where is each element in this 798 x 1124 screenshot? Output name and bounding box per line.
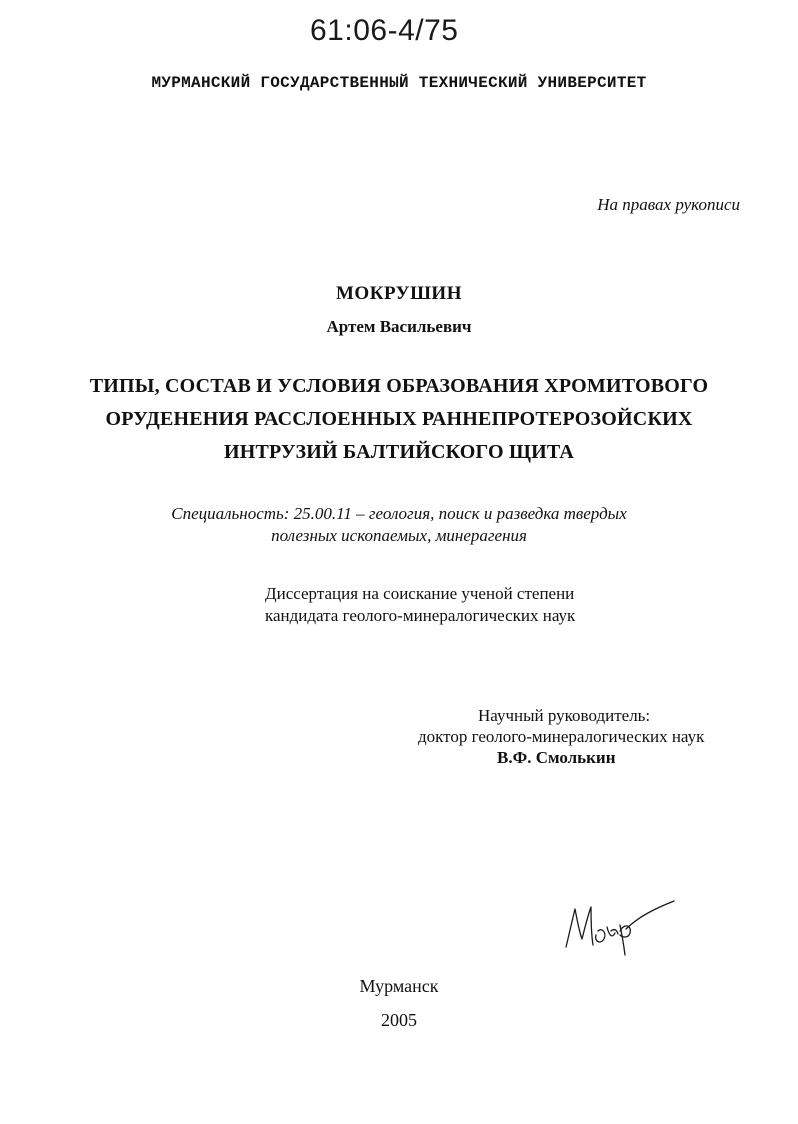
handwritten-signature-icon xyxy=(560,895,680,957)
university-name: МУРМАНСКИЙ ГОСУДАРСТВЕННЫЙ ТЕХНИЧЕСКИЙ УНИВЕРСИТЕТ xyxy=(151,74,647,92)
dissertation-line-1: Диссертация на соискание ученой степени xyxy=(265,584,575,603)
advisor-name: В.Ф. Смолькин xyxy=(497,748,616,767)
title-line-2: ОРУДЕНЕНИЯ РАССЛОЕННЫХ РАННЕПРОТЕРОЗОЙСКИХ xyxy=(105,408,693,430)
catalog-number: 61:06-4/75 xyxy=(310,14,459,47)
advisor-degree: доктор геолого-минералогических наук xyxy=(418,727,705,746)
specialty-line-2: полезных ископаемых, минерагения xyxy=(271,526,527,545)
author-surname: МОКРУШИН xyxy=(336,283,462,304)
title-line-1: ТИПЫ, СОСТАВ И УСЛОВИЯ ОБРАЗОВАНИЯ ХРОМИТОВОГО xyxy=(89,375,709,397)
year: 2005 xyxy=(381,1010,417,1030)
dissertation-line-2: кандидата геолого-минералогических наук xyxy=(265,606,576,625)
specialty-line-1: Специальность: 25.00.11 – геология, поиск и разведка твердых xyxy=(171,504,627,523)
title-line-3: ИНТРУЗИЙ БАЛТИЙСКОГО ЩИТА xyxy=(223,441,575,463)
city: Мурманск xyxy=(359,976,439,996)
advisor-label: Научный руководитель: xyxy=(478,706,651,725)
manuscript-rights-note: На правах рукописи xyxy=(597,195,740,214)
author-given-names: Артем Васильевич xyxy=(326,317,472,336)
